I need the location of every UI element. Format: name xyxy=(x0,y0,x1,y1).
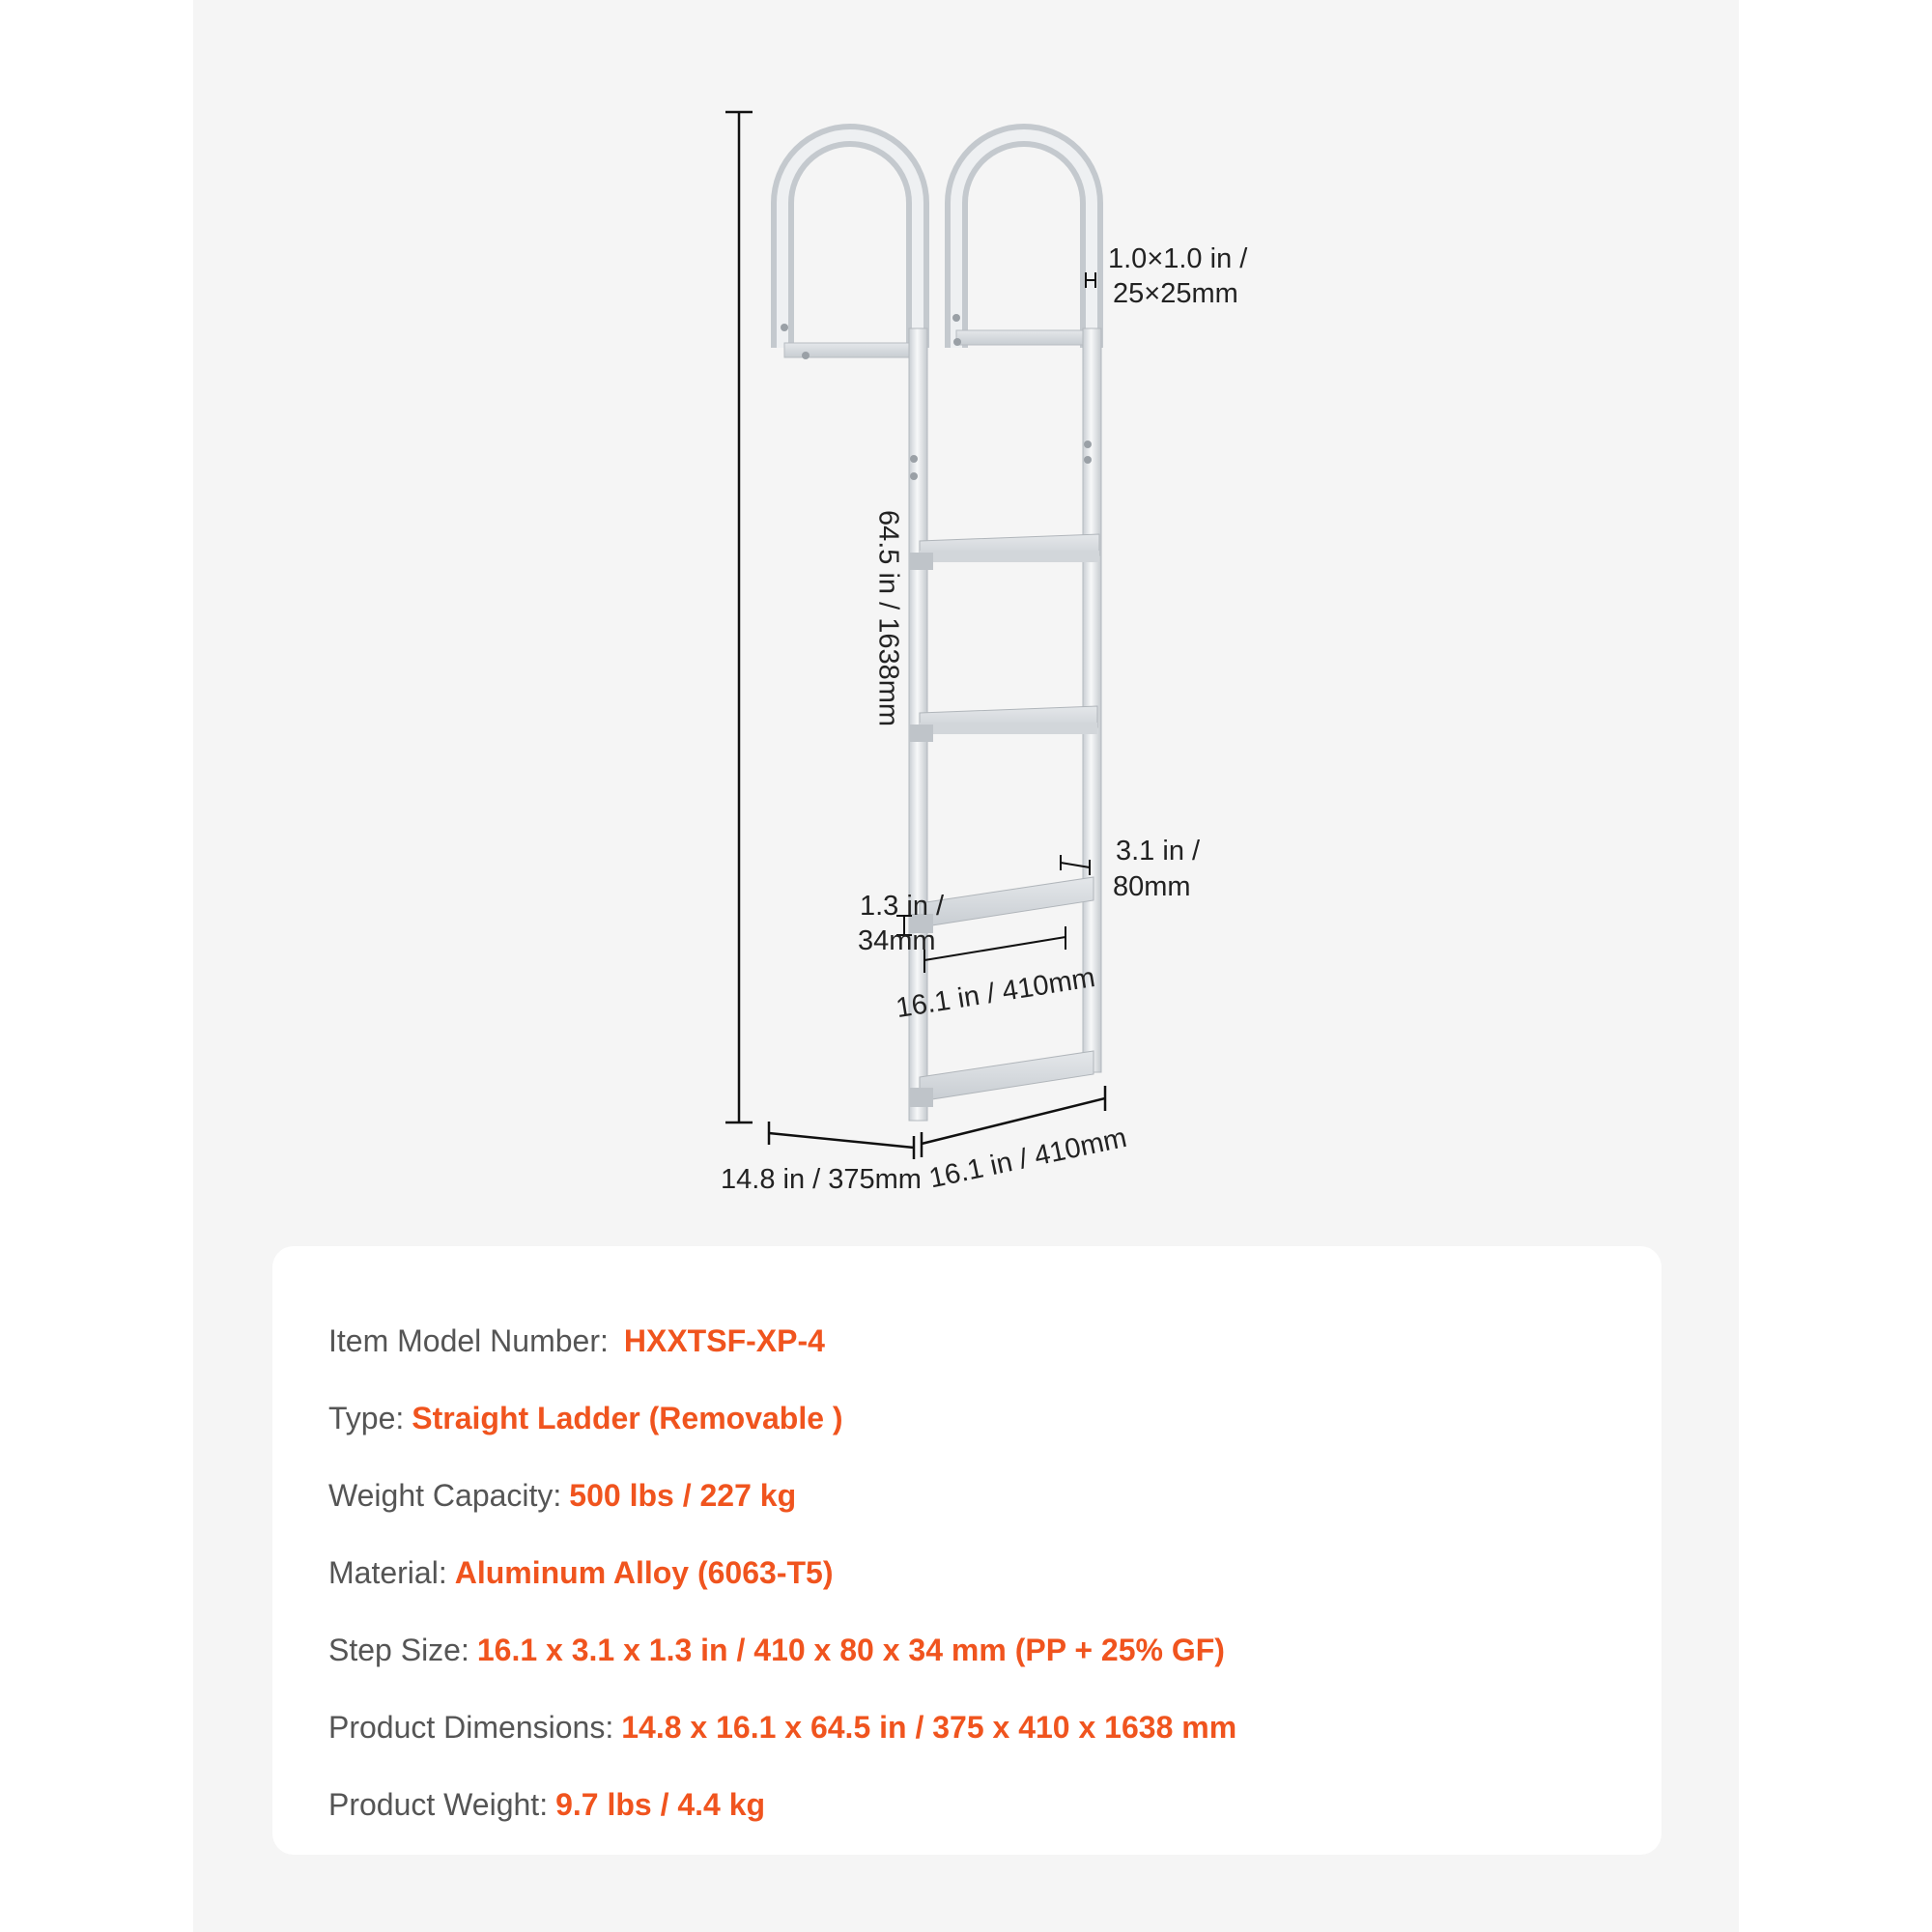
height-label: 64.5 in / 1638mm xyxy=(872,509,904,727)
spec-row-step-size xyxy=(328,1611,1605,1689)
spec-row-weight-capacity xyxy=(328,1457,1605,1534)
step-4 xyxy=(910,1051,1094,1107)
spec-value: Straight Ladder (Removable ) xyxy=(412,1401,843,1435)
tube-label-line2: 25×25mm xyxy=(1113,278,1238,309)
product-canvas xyxy=(193,0,1739,1932)
spec-value: Aluminum Alloy (6063-T5) xyxy=(454,1555,834,1590)
step-thickness-label-line2: 34mm xyxy=(858,925,936,956)
spec-label: Step Size: xyxy=(328,1633,469,1667)
spec-value: HXXTSF-XP-4 xyxy=(623,1323,825,1358)
ladder-diagram xyxy=(193,0,1739,1246)
spec-label: Item Model Number: xyxy=(328,1323,609,1358)
spec-value: 500 lbs / 227 kg xyxy=(569,1478,797,1513)
spec-value: 9.7 lbs / 4.4 kg xyxy=(555,1787,766,1822)
left-handle xyxy=(781,135,918,359)
spec-label: Product Dimensions: xyxy=(328,1710,614,1745)
step-width-label-line1: 3.1 in / xyxy=(1116,836,1201,867)
tube-label-line1: 1.0×1.0 in / xyxy=(1108,243,1248,274)
right-rail xyxy=(1083,328,1101,1072)
spec-value: 16.1 x 3.1 x 1.3 in / 410 x 80 x 34 mm (PP + 25% GF) xyxy=(476,1633,1225,1667)
step-length-label: 16.1 in / 410mm xyxy=(894,962,1097,1025)
depth-label: 14.8 in / 375mm xyxy=(721,1164,922,1195)
spec-row-material xyxy=(328,1534,1605,1611)
right-handle xyxy=(952,135,1092,348)
depth-dimension-line xyxy=(769,1122,914,1159)
spec-row-product-weight xyxy=(328,1766,1605,1843)
step-1 xyxy=(910,534,1099,570)
spec-row-product-dimensions xyxy=(328,1689,1605,1766)
step-2 xyxy=(910,706,1097,742)
spec-label: Material: xyxy=(328,1555,447,1590)
step-length-dimension-line xyxy=(924,926,1065,973)
step-thickness-label-line1: 1.3 in / xyxy=(860,891,945,922)
spec-label: Product Weight: xyxy=(328,1787,549,1822)
spec-card xyxy=(272,1246,1662,1855)
spec-label: Weight Capacity: xyxy=(328,1478,562,1513)
step-width-label-line2: 80mm xyxy=(1113,871,1191,902)
width-label: 16.1 in / 410mm xyxy=(926,1122,1130,1195)
spec-label: Type: xyxy=(328,1401,405,1435)
spec-row-type xyxy=(328,1379,1605,1457)
spec-value: 14.8 x 16.1 x 64.5 in / 375 x 410 x 1638 mm xyxy=(621,1710,1237,1745)
height-dimension-line xyxy=(725,112,753,1122)
spec-row-model xyxy=(328,1302,1605,1379)
ladder-figure xyxy=(193,0,1739,1246)
